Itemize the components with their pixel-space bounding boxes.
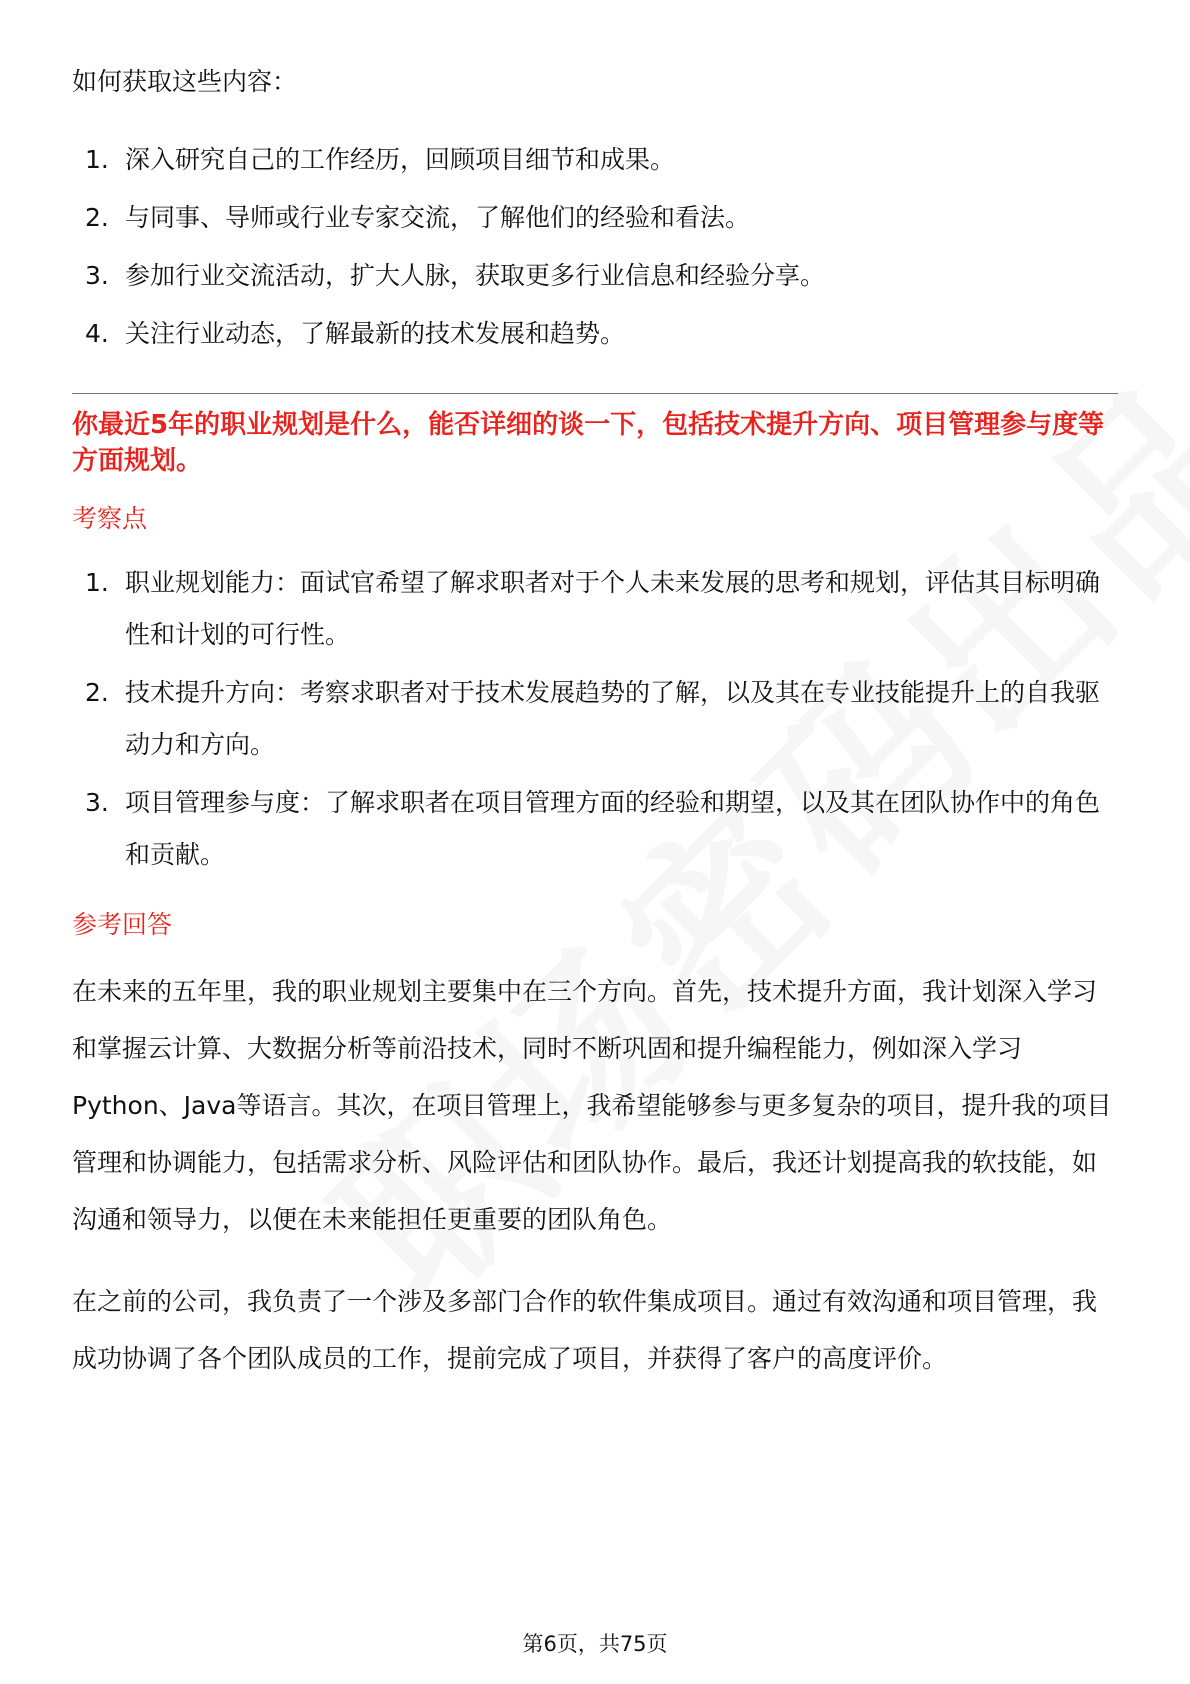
list-item-text: 项目管理参与度：了解求职者在项目管理方面的经验和期望，以及其在团队协作中的角色和贡献。: [125, 788, 1101, 869]
list-item-text: 参加行业交流活动，扩大人脉，获取更多行业信息和经验分享。: [125, 261, 826, 290]
list-item: 1. 深入研究自己的工作经历，回顾项目细节和成果。: [85, 145, 676, 174]
page-footer: 第6页，共75页: [522, 1632, 668, 1656]
list-item-text: 技术提升方向：考察求职者对于技术发展趋势的了解，以及其在专业技能提升上的自我驱动力和方向。: [125, 678, 1101, 759]
examine-list: [72, 557, 1118, 881]
answer-paragraph: 在未来的五年里，我的职业规划主要集中在三个方向。首先，技术提升方面，我计划深入学习和掌握云计算、大数据分析等前沿技术，同时不断巩固和提升编程能力，例如深入学习Python、Java等语言。其次，在项目管理上，我希望能够参与更多复杂的项目，提升我的项目管理和协调能力，包括需求分析、风险评估和团队协作。最后，我还计划提高我的软技能，如沟通和领导力，以便在未来能担任更重要的团队角色。: [72, 977, 1112, 1234]
examine-title: 考察点: [72, 504, 148, 533]
list-item: 1. 职业规划能力：面试官希望了解求职者对于个人未来发展的思考和规划，评估其目标明确性和计划的可行性。: [85, 568, 1101, 649]
reference-title: 参考回答: [72, 910, 173, 939]
list-item: 2. 与同事、导师或行业专家交流，了解他们的经验和看法。: [85, 203, 751, 232]
page-content: [72, 60, 1118, 1412]
list-item: 4. 关注行业动态，了解最新的技术发展和趋势。: [85, 319, 626, 348]
intro-text: 如何获取这些内容：: [72, 67, 298, 96]
list-item-text: 与同事、导师或行业专家交流，了解他们的经验和看法。: [125, 203, 751, 232]
list-item: 3. 项目管理参与度：了解求职者在项目管理方面的经验和期望，以及其在团队协作中的角色和贡献。: [85, 788, 1101, 869]
list-item: 2. 技术提升方向：考察求职者对于技术发展趋势的了解，以及其在专业技能提升上的自我驱动力和方向。: [85, 678, 1101, 759]
list-item-text: 职业规划能力：面试官希望了解求职者对于个人未来发展的思考和规划，评估其目标明确性和计划的可行性。: [125, 568, 1101, 649]
intro-list: [72, 134, 1118, 360]
list-item-text: 关注行业动态，了解最新的技术发展和趋势。: [125, 319, 626, 348]
answer-paragraph: 在之前的公司，我负责了一个涉及多部门合作的软件集成项目。通过有效沟通和项目管理，我成功协调了各个团队成员的工作，提前完成了项目，并获得了客户的高度评价。: [72, 1287, 1098, 1373]
list-item: 3. 参加行业交流活动，扩大人脉，获取更多行业信息和经验分享。: [85, 261, 826, 290]
list-item-text: 深入研究自己的工作经历，回顾项目细节和成果。: [125, 145, 676, 174]
question-heading: 你最近5年的职业规划是什么，能否详细的谈一下，包括技术提升方向、项目管理参与度等方面规划。: [72, 410, 1105, 476]
divider: [72, 393, 1118, 394]
